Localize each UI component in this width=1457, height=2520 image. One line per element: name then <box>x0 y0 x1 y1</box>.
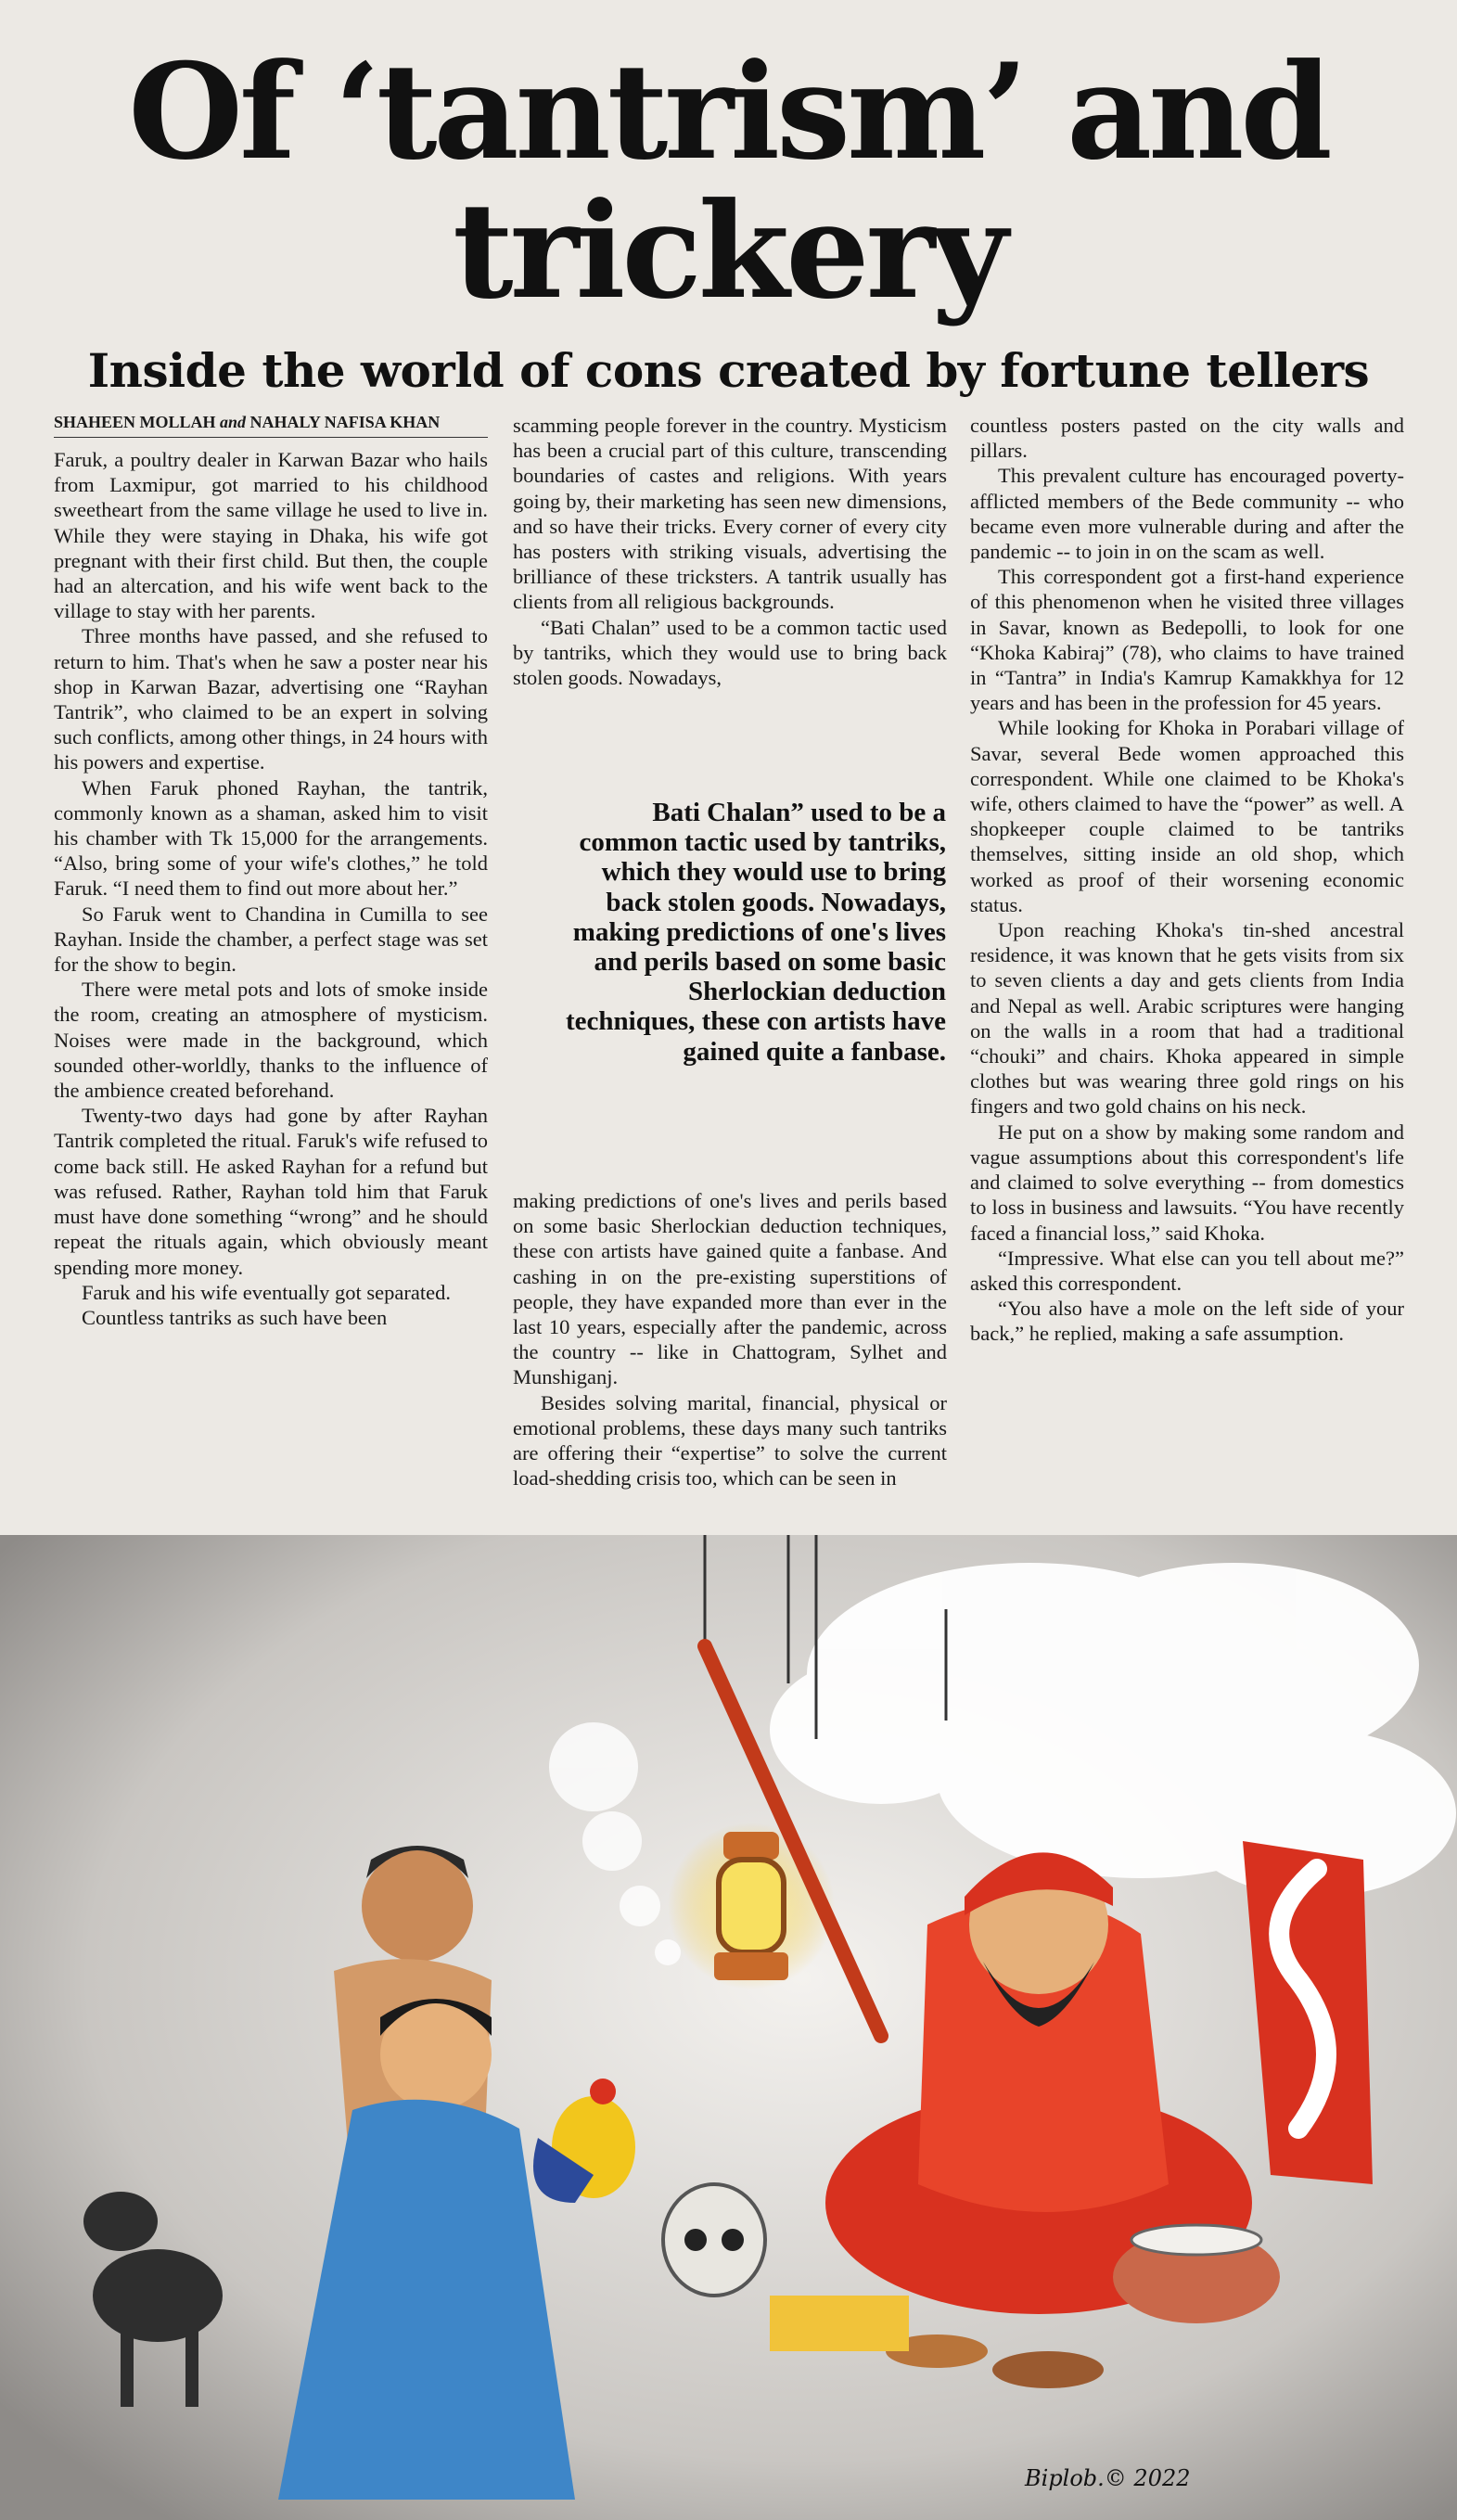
paragraph: There were metal pots and lots of smoke inside the room, creating an atmosphere of mysticism. Noises were made in the background, which sounded other-worldly, thanks to the influence of the ambience created beforehand. <box>54 978 488 1103</box>
headline-line-1: Of ‘tantrism’ and <box>128 35 1329 189</box>
headline <box>0 35 1457 328</box>
article-column-2-bottom <box>513 1188 947 1490</box>
lantern <box>668 1823 835 1989</box>
paragraph: scamming people forever in the country. Mysticism has been a crucial part of this culture, transcending boundaries of castes and religions. With years going by, their marketing has seen new dimensions, and so have their tricks. Every corner of every city has posters with striking visuals, advertising the brilliance of these tricksters. A tantrik usually has clients from all religious backgrounds. <box>513 414 947 614</box>
paragraph: “Bati Chalan” used to be a common tactic used by tantriks, which they would use to bring back stolen goods. Nowadays, <box>513 615 947 690</box>
paragraph: He put on a show by making some random and vague assumptions about this correspondent's life and claimed to solve everything -- from domestics to loss in business and lawsuits. “You have recently faced a financial loss,” said Khoka. <box>970 1119 1404 1245</box>
subheadline: Inside the world of cons created by fortune tellers <box>87 343 1370 398</box>
paragraph: This correspondent got a first-hand experience of this phenomenon when he visited three villages in Savar, known as Bedepolli, to look for one “Khoka Kabiraj” (78), who claims to have trained in “Tantra” in India's Kamrup Kamakkhya for 12 years and has been in the profession for 45 years. <box>970 565 1404 715</box>
article-column-1 <box>54 413 488 1330</box>
paragraph: Upon reaching Khoka's tin-shed ancestral residence, it was known that he gets visits from six to seven clients a day and gets clients from India and Nepal as well. Arabic scriptures were hanging on the walls in a room that had a traditional “chouki” and chairs. Khoka appeared in simple clothes but was wearing three gold rings on his fingers and two gold chains on his neck. <box>970 918 1404 1119</box>
paragraph: Faruk, a poultry dealer in Karwan Bazar who hails from Laxmipur, got married to his childhood sweetheart from the same village he used to live in. While they were staying in Dhaka, his wife got pregnant with their first child. But then, the couple had an altercation, and his wife went back to the village to stay with her parents. <box>54 448 488 623</box>
paragraph: “Impressive. What else can you tell about me?” asked this correspondent. <box>970 1246 1404 1295</box>
pull-quote: Bati Chalan” used to be a common tactic used by tantriks, which they would use to bring back stolen goods. Nowadays, making predictions of one's lives and perils based on some basic Sherlockian deduction techniques, these con artists have gained quite a fanbase. <box>565 798 946 1067</box>
paragraph: making predictions of one's lives and perils based on some basic Sherlockian deduction techniques, these con artists have gained quite a fanbase. And cashing in on the pre-existing superstitions of people, they have expanded more than ever in the last 10 years, especially after the pandemic, across the country -- like in Chattogram, Sylhet and Munshiganj. <box>513 1189 947 1389</box>
paragraph: When Faruk phoned Rayhan, the tantrik, commonly known as a shaman, asked him to visit his chamber with Tk 15,000 for the arrangements. “Also, bring some of your wife's clothes,” he told Faruk. “I need them to find out more about her.” <box>54 775 488 901</box>
paragraph: Faruk and his wife eventually got separated. <box>82 1280 452 1304</box>
artist-signature: Biplob.© 2022 <box>1025 2465 1191 2491</box>
paragraph: “You also have a mole on the left side of your back,” he replied, making a safe assumption. <box>970 1297 1404 1346</box>
article-column-2-top <box>513 413 947 690</box>
paragraph: While looking for Khoka in Porabari village of Savar, several Bede women approached this correspondent. While one claimed to be Khoka's wife, others claimed to have the “power” as well. A shopkeeper couple claimed to be tantriks themselves, sitting inside an old shop, which worked as proof of their worsening economic status. <box>970 716 1404 916</box>
paragraph: Three months have passed, and she refused to return to him. That's when he saw a poster near his shop in Karwan Bazar, advertising one “Rayhan Tantrik”, who claimed to be an expert in solving such conflicts, among other things, in 24 hours with his powers and expertise. <box>54 624 488 774</box>
paragraph: countless posters pasted on the city walls and pillars. <box>970 414 1404 463</box>
byline <box>54 413 488 438</box>
author-1: SHAHEEN MOLLAH <box>54 413 216 431</box>
headline-line-2: trickery <box>453 174 1004 328</box>
byline-and: and <box>220 413 247 431</box>
paragraph: So Faruk went to Chandina in Cumilla to see Rayhan. Inside the chamber, a perfect stage was set for the show to begin. <box>54 902 488 977</box>
paragraph: Twenty-two days had gone by after Rayhan Tantrik completed the ritual. Faruk's wife refused to come back still. He asked Rayhan for a refund but was refused. Rather, Rayhan told him that Faruk must have done something “wrong” and he should repeat the rituals again, which obviously meant spending more money. <box>54 1104 488 1279</box>
article-column-3 <box>970 413 1404 1347</box>
paragraph: Countless tantriks as such have been <box>82 1305 388 1329</box>
paragraph: This prevalent culture has encouraged poverty-afflicted members of the Bede community -- who became even more vulnerable during and after the pandemic -- to join in on the scam as well. <box>970 464 1404 564</box>
cartoon-illustration <box>0 1535 1457 2520</box>
skull-figure <box>663 2184 765 2296</box>
author-2: NAHALY NAFISA KHAN <box>249 413 441 431</box>
paragraph: Besides solving marital, financial, physical or emotional problems, these days many such tantriks are offering their “expertise” to solve the current load-shedding crisis too, which can be seen in <box>513 1390 947 1490</box>
